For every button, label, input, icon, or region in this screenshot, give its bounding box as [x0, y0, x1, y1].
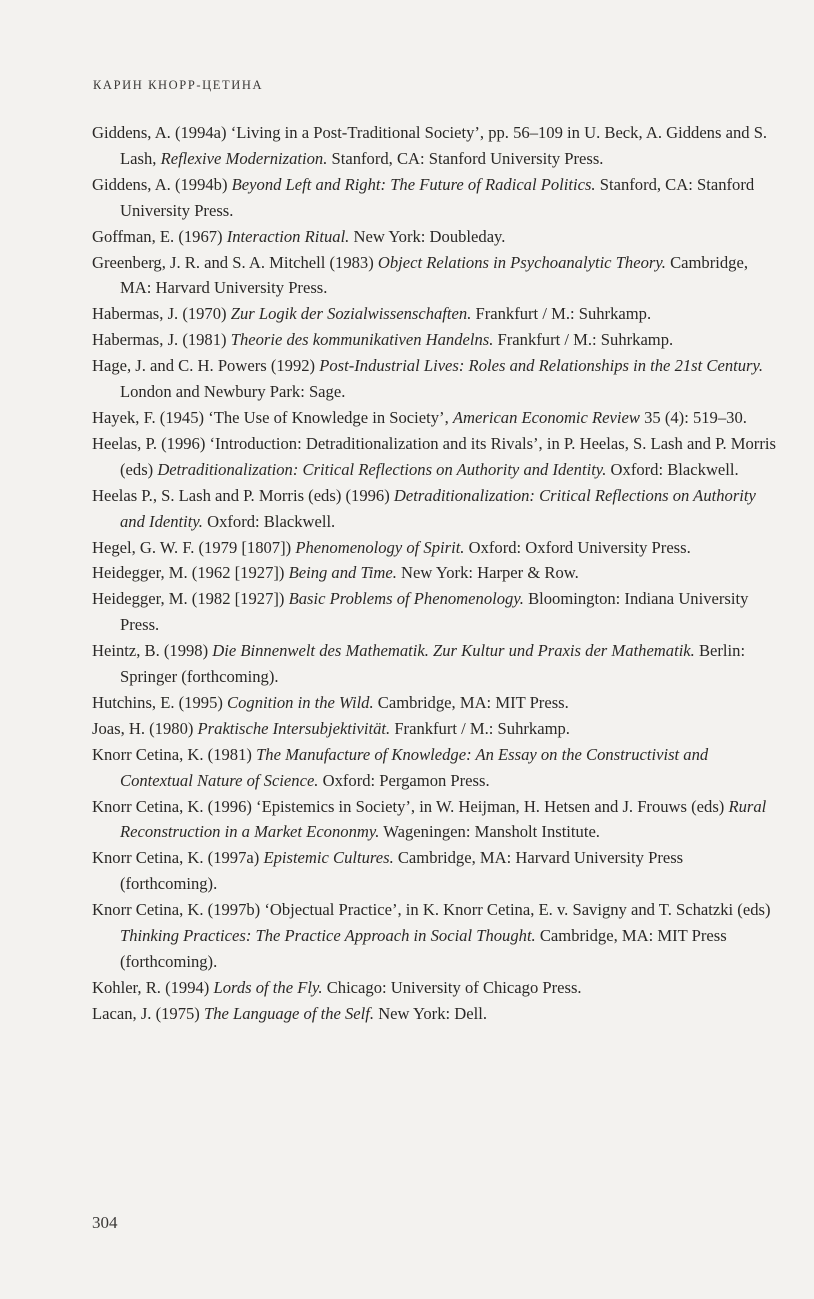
- reference-entry: [92, 794, 780, 846]
- reference-author-year: Greenberg, J. R. and S. A. Mitchell (1983): [92, 252, 378, 272]
- reference-publisher: Frankfurt / M.: Suhrkamp.: [390, 718, 570, 738]
- reference-title: Rural Reconstruction in a Market Econonmy.: [120, 796, 767, 842]
- reference-title: Basic Problems of Phenomenology.: [288, 589, 524, 609]
- reference-author-year: Heidegger, M. (1982 [1927]): [92, 589, 289, 609]
- reference-author-year: Habermas, J. (1970): [92, 304, 231, 324]
- reference-entry: [92, 483, 780, 535]
- reference-author-year: Heintz, B. (1998): [92, 641, 213, 661]
- reference-title: Theorie des kommunikativen Handelns.: [230, 330, 494, 350]
- reference-author-year: Knorr Cetina, K. (1997a): [92, 848, 264, 868]
- reference-author-year: Knorr Cetina, K. (1981): [92, 744, 257, 764]
- reference-author-year: Hage, J. and C. H. Powers (1992): [92, 356, 320, 376]
- reference-publisher: Oxford: Oxford University Press.: [464, 537, 691, 557]
- reference-author-year: Knorr Cetina, K. (1997b) ‘Objectual Practice’, in K. Knorr Cetina, E. v. Savigny and T. Schatzki (eds): [92, 900, 771, 920]
- reference-publisher: New York: Harper & Row.: [396, 563, 579, 583]
- reference-title: Epistemic Cultures.: [263, 848, 394, 868]
- reference-entry: [92, 431, 780, 483]
- reference-author-year: Knorr Cetina, K. (1996) ‘Epistemics in Society’, in W. Heijman, H. Hetsen and J. Frouws (eds): [92, 796, 729, 816]
- reference-entry: [92, 224, 780, 250]
- reference-publisher: Cambridge, MA: Harvard University Press.: [120, 252, 748, 298]
- reference-publisher: London and Newbury Park: Sage.: [120, 382, 346, 402]
- reference-author-year: Heelas, P. (1996) ‘Introduction: Detraditionalization and its Rivals’, in P. Heelas, S. Lash and P. Morris (eds): [92, 433, 776, 479]
- reference-title: Detraditionalization: Critical Reflections on Authority and Identity.: [120, 485, 756, 531]
- reference-publisher: Chicago: University of Chicago Press.: [322, 977, 582, 997]
- reference-entry: [92, 975, 780, 1001]
- reference-publisher: Stanford, CA: Stanford University Press.: [327, 148, 604, 168]
- reference-title: Die Binnenwelt des Mathematik. Zur Kultur und Praxis der Mathematik.: [212, 641, 695, 661]
- reference-title: Post-Industrial Lives: Roles and Relationships in the 21st Century.: [319, 356, 764, 376]
- reference-author-year: Habermas, J. (1981): [92, 330, 231, 350]
- reference-title: Cognition in the Wild.: [227, 692, 374, 712]
- reference-entry: [92, 405, 780, 431]
- reference-title: Being and Time.: [288, 563, 397, 583]
- reference-publisher: Stanford, CA: Stanford University Press.: [120, 174, 755, 220]
- reference-entry: [92, 638, 780, 690]
- reference-entry: [92, 1001, 780, 1027]
- reference-author-year: Joas, H. (1980): [92, 718, 198, 738]
- reference-title: Lords of the Fly.: [213, 977, 323, 997]
- reference-entry: [92, 327, 780, 353]
- page-number: 304: [92, 1213, 118, 1232]
- reference-entry: [92, 301, 780, 327]
- reference-entry: [92, 560, 780, 586]
- reference-title: The Language of the Self.: [203, 1003, 375, 1023]
- reference-title: Thinking Practices: The Practice Approach in Social Thought.: [120, 926, 536, 946]
- reference-publisher: New York: Dell.: [374, 1003, 487, 1023]
- reference-entry: [92, 690, 780, 716]
- reference-author-year: Heidegger, M. (1962 [1927]): [92, 563, 289, 583]
- reference-entry: [92, 535, 780, 561]
- reference-publisher: Frankfurt / M.: Suhrkamp.: [493, 330, 674, 350]
- reference-publisher: Cambridge, MA: MIT Press (forthcoming).: [120, 926, 727, 971]
- reference-author-year: Hegel, G. W. F. (1979 [1807]): [92, 537, 296, 557]
- reference-author-year: Lacan, J. (1975): [92, 1003, 204, 1023]
- reference-title: American Economic Review: [452, 407, 640, 427]
- reference-publisher: 35 (4): 519–30.: [639, 407, 747, 427]
- reference-entry: [92, 250, 780, 302]
- reference-author-year: Kohler, R. (1994): [92, 977, 214, 997]
- reference-author-year: Giddens, A. (1994b): [92, 174, 232, 194]
- reference-publisher: Cambridge, MA: MIT Press.: [373, 692, 569, 712]
- reference-entry: [92, 172, 780, 224]
- reference-entry: [92, 353, 780, 405]
- reference-author-year: Hayek, F. (1945) ‘The Use of Knowledge in Society’,: [92, 407, 453, 427]
- reference-publisher: New York: Doubleday.: [349, 226, 506, 246]
- reference-title: Reflexive Modernization.: [160, 148, 328, 168]
- reference-author-year: Goffman, E. (1967): [92, 226, 227, 246]
- reference-title: Interaction Ritual.: [226, 226, 350, 246]
- reference-publisher: Berlin: Springer (forthcoming).: [120, 641, 746, 687]
- reference-entry: [92, 586, 780, 638]
- reference-publisher: Wageningen: Mansholt Institute.: [379, 822, 600, 842]
- reference-publisher: Frankfurt / M.: Suhrkamp.: [471, 304, 652, 324]
- reference-title: Zur Logik der Sozialwissenschaften.: [230, 304, 472, 324]
- reference-publisher: Cambridge, MA: Harvard University Press (forthcoming).: [120, 848, 684, 894]
- reference-title: Phenomenology of Spirit.: [295, 537, 465, 557]
- reference-entry: [92, 742, 780, 794]
- reference-title: The Manufacture of Knowledge: An Essay on the Constructivist and Contextual Nature of Science.: [120, 744, 709, 790]
- reference-author-year: Hutchins, E. (1995): [92, 692, 228, 712]
- reference-entry: [92, 845, 780, 897]
- reference-title: Detraditionalization: Critical Reflections on Authority and Identity.: [157, 459, 607, 479]
- reference-title: Object Relations in Psychoanalytic Theory.: [377, 252, 666, 272]
- reference-title: Praktische Intersubjektivität.: [197, 718, 391, 738]
- reference-entry: [92, 897, 780, 975]
- reference-entry: [92, 716, 780, 742]
- reference-author-year: Heelas P., S. Lash and P. Morris (eds) (1996): [92, 485, 394, 505]
- reference-title: Beyond Left and Right: The Future of Radical Politics.: [231, 174, 596, 194]
- reference-author-year: Giddens, A. (1994a) ‘Living in a Post-Traditional Society’, pp. 56–109 in U. Beck, A. Giddens and S. Lash,: [92, 123, 768, 168]
- reference-entry: [92, 120, 780, 172]
- running-head: КАРИН КНОРР-ЦЕТИНА: [93, 78, 264, 92]
- reference-publisher: Oxford: Blackwell.: [202, 511, 336, 531]
- reference-publisher: Bloomington: Indiana University Press.: [120, 589, 749, 635]
- reference-list: [92, 120, 780, 1027]
- reference-publisher: Oxford: Blackwell.: [606, 459, 739, 479]
- reference-publisher: Oxford: Pergamon Press.: [318, 770, 490, 790]
